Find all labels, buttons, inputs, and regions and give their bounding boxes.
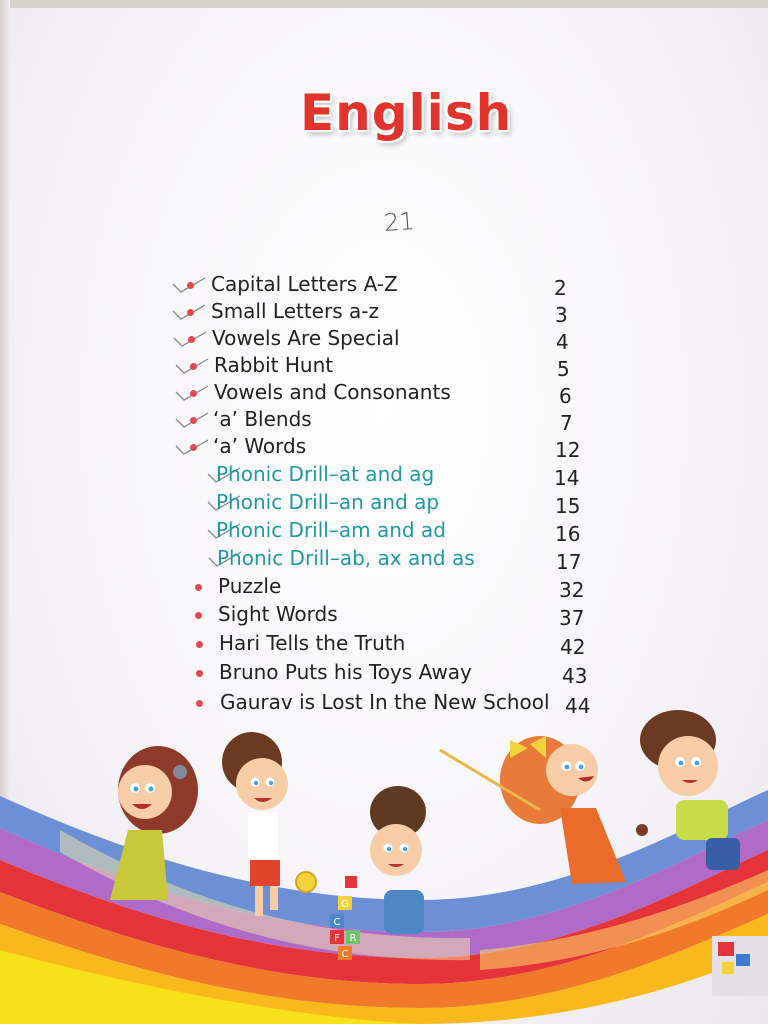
toc-entry: [0, 490, 768, 517]
toc-entry-page: 32: [559, 578, 585, 602]
toc-entry-title: Phonic Drill–am and ad: [216, 518, 446, 542]
toc-entry-page: 2: [554, 276, 567, 300]
toc-entry-title: Phonic Drill–at and ag: [216, 462, 435, 486]
toc-entry-page: 4: [556, 330, 569, 354]
page-top-edge: [0, 0, 768, 8]
toc-entry-page: 42: [560, 635, 586, 659]
bullet-icon: [196, 670, 203, 677]
bullet-icon: [187, 282, 194, 289]
alphabet-block-letter: G: [341, 899, 349, 910]
toc-entry-title: Phonic Drill–ab, ax and as: [217, 546, 475, 570]
toc-entry-title: Bruno Puts his Toys Away: [219, 660, 472, 684]
bullet-icon: [195, 584, 202, 591]
toc-entry-page: 14: [554, 466, 580, 490]
toc-entry-page: 44: [565, 694, 591, 718]
toc-entry: [0, 574, 768, 601]
book-title: English: [300, 84, 513, 142]
toc-entry-title: ‘a’ Words: [213, 434, 307, 458]
bullet-icon: [196, 641, 203, 648]
toc-entry: [0, 462, 768, 489]
toc-entry-page: 7: [560, 411, 573, 435]
toc-entry-title: Small Letters a-z: [211, 299, 379, 323]
alphabet-block-letter: C: [341, 949, 349, 960]
bullet-icon: [190, 363, 197, 370]
toc-entry-page: 12: [555, 438, 581, 462]
toc-entry-page: 16: [555, 522, 581, 546]
toc-entry-title: Phonic Drill–an and ap: [216, 490, 440, 514]
toc-entry-page: 43: [562, 664, 588, 688]
toc-entry: [0, 326, 768, 353]
bullet-icon: [190, 390, 197, 397]
handwritten-note: 21: [383, 206, 416, 238]
bullet-icon: [190, 417, 197, 424]
toy-pile-icon: [712, 936, 768, 996]
toc-entry: [0, 380, 768, 407]
toc-entry-page: 5: [557, 357, 570, 381]
toc-entry-title: Vowels Are Special: [212, 326, 400, 350]
bullet-icon: [187, 309, 194, 316]
toc-entry: [0, 407, 768, 434]
toc-entry-page: 3: [555, 303, 568, 327]
toc-entry: [0, 299, 768, 326]
bullet-icon: [190, 444, 197, 451]
toc-entry-page: 17: [556, 550, 582, 574]
toc-entry-title: Puzzle: [218, 574, 282, 598]
toc-entry-title: Hari Tells the Truth: [219, 631, 406, 655]
toc-entry-page: 6: [559, 384, 572, 408]
toc-entry: [0, 272, 768, 299]
alphabet-block-letter: C: [333, 917, 341, 928]
toc-entry: [0, 631, 768, 658]
toc-entry: [0, 546, 768, 573]
toc-entry-title: Rabbit Hunt: [214, 353, 334, 377]
toc-entry-page: 37: [559, 606, 585, 630]
toc-entry-title: Vowels and Consonants: [214, 380, 451, 404]
toc-entry: [0, 434, 768, 461]
toc-entry-page: 15: [555, 494, 581, 518]
toc-entry-title: ‘a’ Blends: [213, 407, 312, 431]
girl-with-bow-icon: [440, 736, 626, 884]
alphabet-block-letter: F: [334, 933, 340, 944]
alphabet-block-letter: R: [349, 933, 357, 944]
toc-entry: [0, 602, 768, 629]
toc-entry-title: Gaurav is Lost In the New School: [220, 690, 550, 714]
toc-entry: [0, 660, 768, 687]
toc-entry: [0, 518, 768, 545]
bullet-icon: [188, 336, 195, 343]
toc-entry: [0, 353, 768, 380]
children-rainbow-illustration: [0, 700, 768, 1024]
toc-entry-title: Sight Words: [218, 602, 338, 626]
bullet-icon: [195, 612, 202, 619]
toc-entry-title: Capital Letters A-Z: [211, 272, 398, 296]
